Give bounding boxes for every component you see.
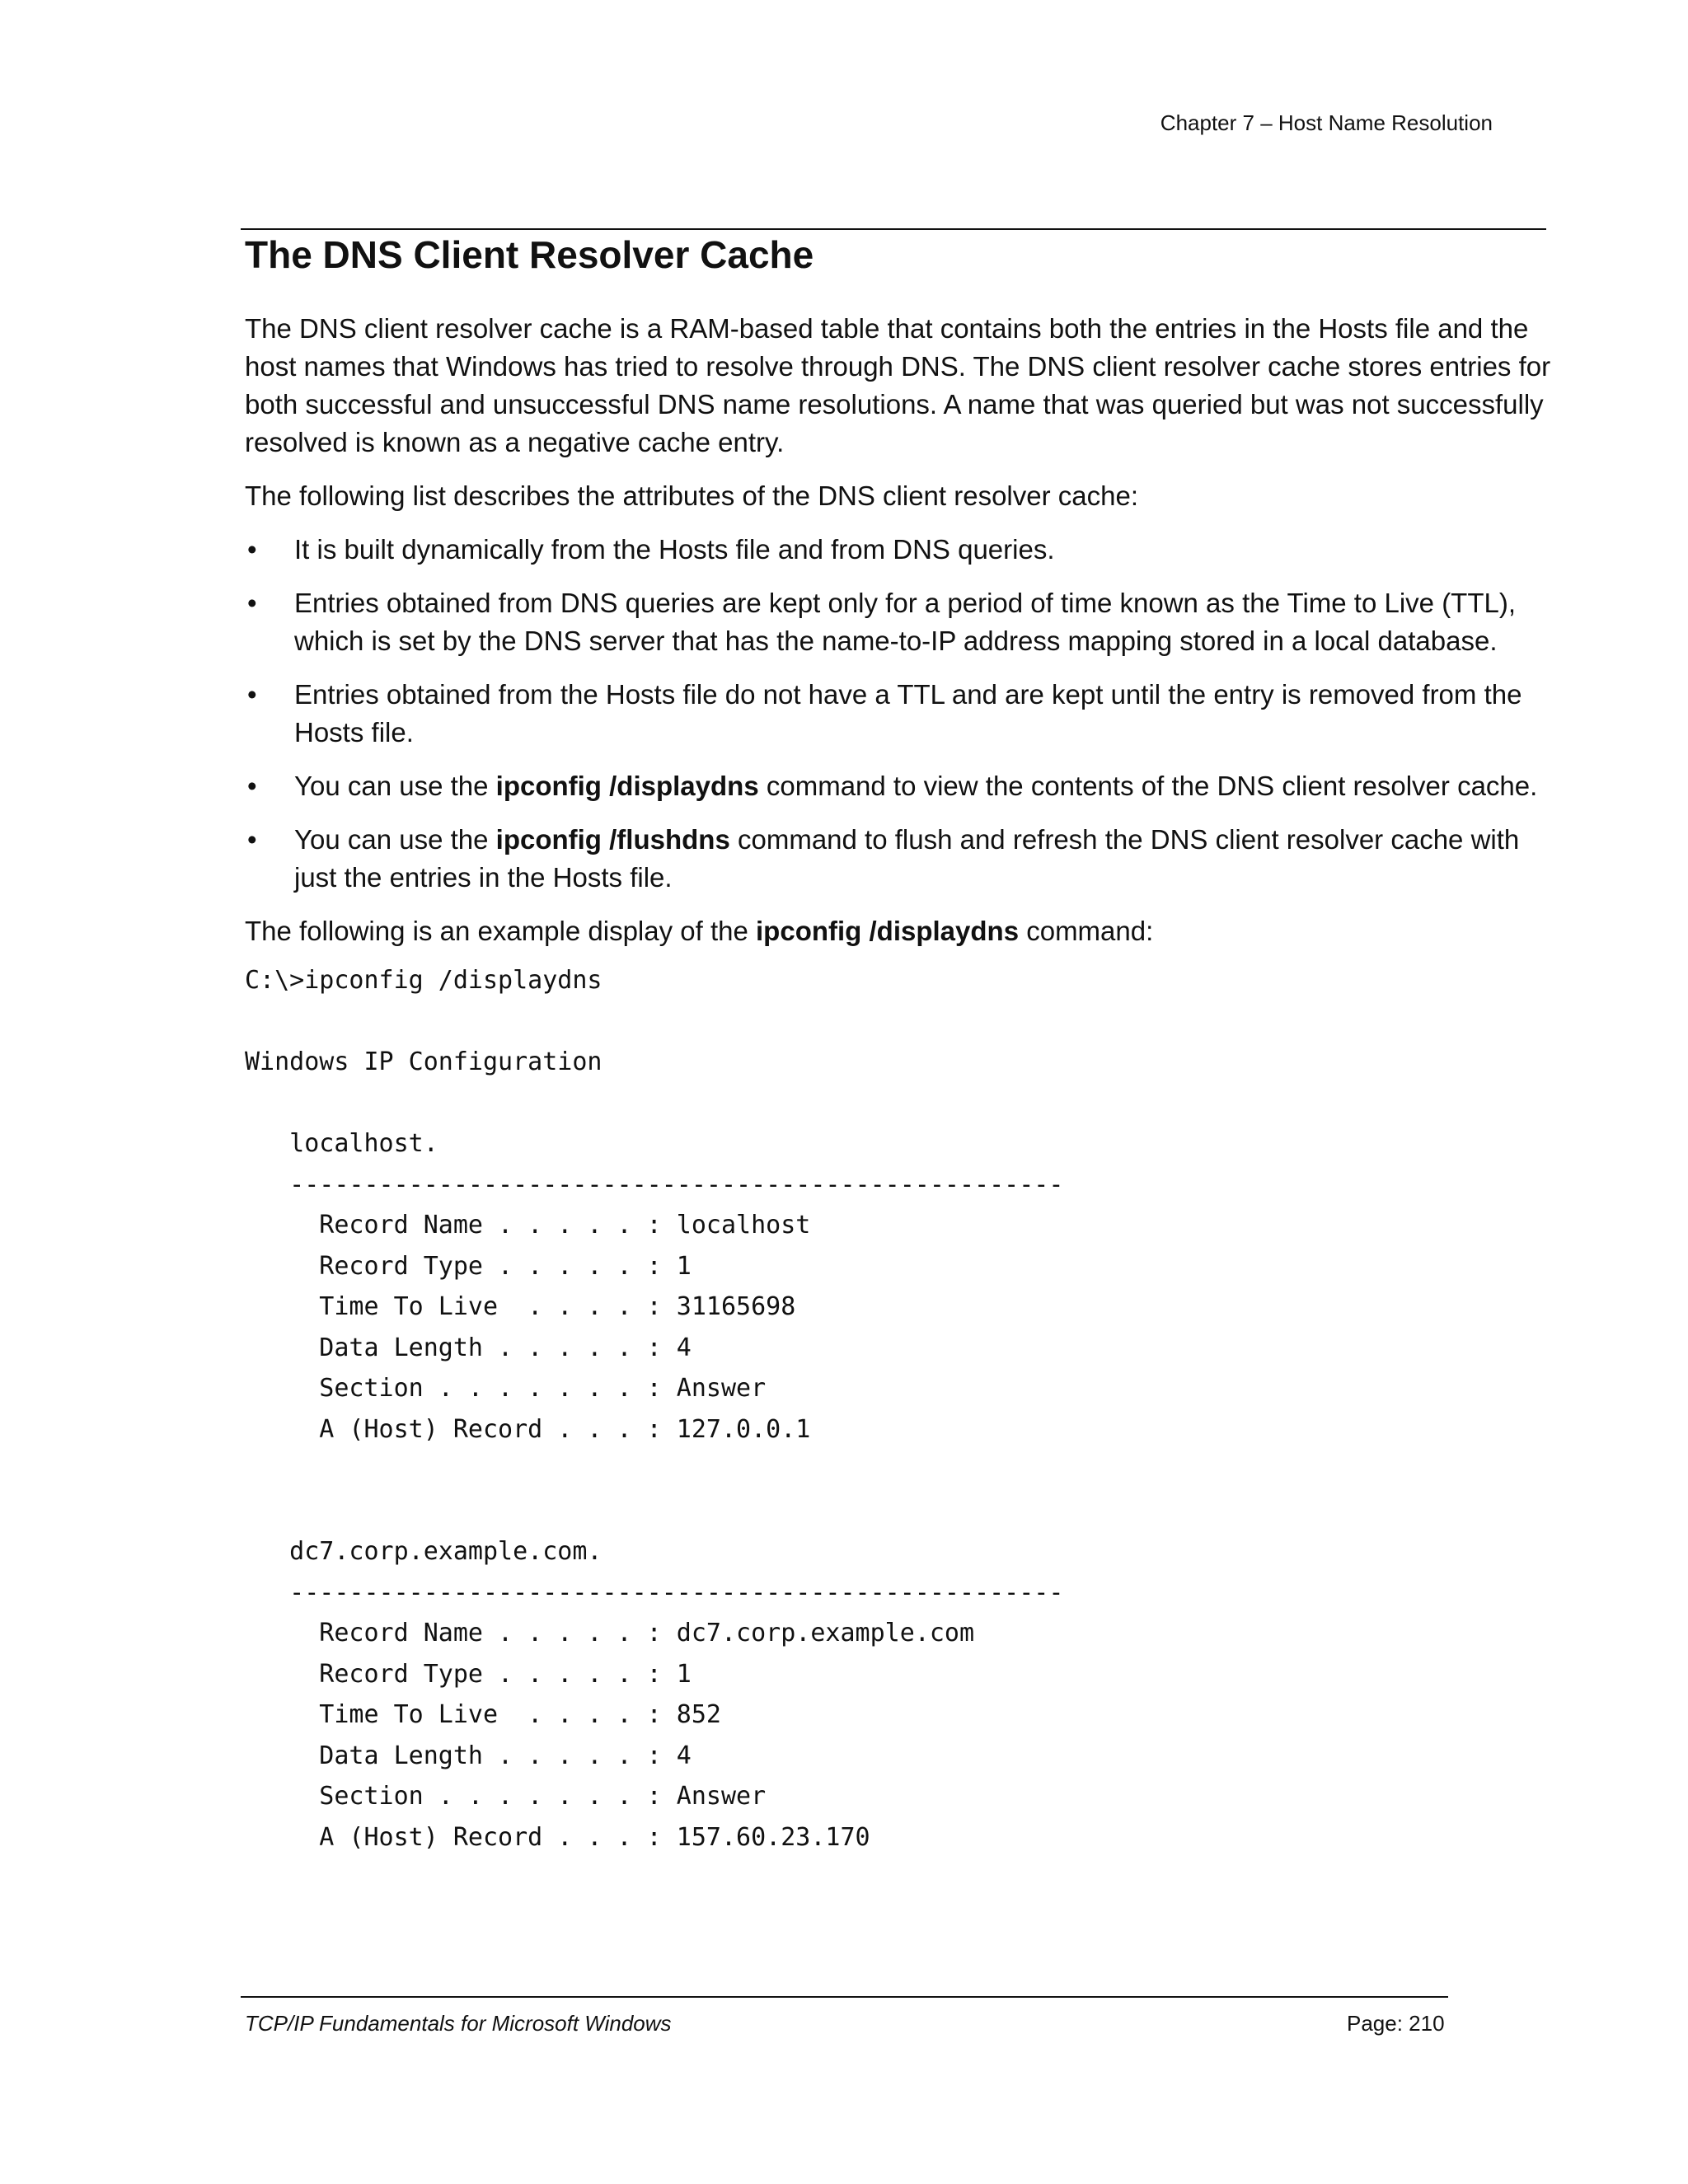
list-item xyxy=(245,531,1555,569)
text-run: You can use the xyxy=(294,824,496,855)
code-block: C:\>ipconfig /displaydns Windows IP Configuration localhost. ---------------------------------------------------- Record Name . . . . . : localhost Record Type . . . . . : 1 Time To Live . . . . : 31165698 Data Length . . . . . : 4 Section . . . . . . . : Answer A (Host) Record . . . : 127.0.0.1 dc7.corp.example.com. ---------------------------------------------------- Record Name . . . . . : dc7.corp.example.com Record Type . . . . . : 1 Time To Live . . . . : 852 Data Length . . . . . : 4 Section . . . . . . . : Answer A (Host) Record . . . : 157.60.23.170 xyxy=(245,966,1064,1852)
section-title: The DNS Client Resolver Cache xyxy=(245,233,814,276)
bullet-icon: • xyxy=(247,824,257,855)
list-item xyxy=(245,584,1555,660)
footer-book-title: TCP/IP Fundamentals for Microsoft Windows xyxy=(245,2011,672,2036)
footer-page-number: Page: 210 xyxy=(1347,2011,1445,2036)
running-header: Chapter 7 – Host Name Resolution xyxy=(1160,110,1493,135)
bullet-icon: • xyxy=(247,679,257,710)
text-run: The following is an example display of the xyxy=(245,916,757,946)
list-item xyxy=(245,676,1555,752)
top-rule xyxy=(241,228,1546,230)
list-item-text xyxy=(294,771,1537,801)
text-run: You can use the xyxy=(294,771,496,801)
command-name: ipconfig /displaydns xyxy=(495,771,759,801)
list-item-text: It is built dynamically from the Hosts file and from DNS queries. xyxy=(294,534,1055,565)
example-intro-paragraph xyxy=(245,912,1555,950)
bullet-icon: • xyxy=(247,534,257,565)
list-item-text xyxy=(294,824,1519,893)
list-item xyxy=(245,767,1555,805)
list-item-text: Entries obtained from DNS queries are kept only for a period of time known as the Time to Live (TTL), which is set by the DNS server that has the name-to-IP address mapping stored in a local database. xyxy=(294,588,1517,656)
list-intro-paragraph: The following list describes the attributes of the DNS client resolver cache: xyxy=(245,480,1139,511)
body-content xyxy=(245,310,1555,966)
intro-paragraph: The DNS client resolver cache is a RAM-based table that contains both the entries in the Hosts file and the host names that Windows has tried to resolve through DNS. The DNS client resolver cache stores entries for both successful and unsuccessful DNS name resolutions. A name that was queried but was not successfully resolved is known as a negative cache entry. xyxy=(245,313,1551,457)
bullet-icon: • xyxy=(247,771,257,801)
attribute-list xyxy=(245,531,1555,897)
text-run: command to flush and refresh the DNS client resolver cache with just the entries in the Hosts file. xyxy=(294,824,1520,893)
bottom-rule xyxy=(241,1996,1448,1998)
list-item-text: Entries obtained from the Hosts file do not have a TTL and are kept until the entry is removed from the Hosts file. xyxy=(294,679,1522,748)
bullet-icon: • xyxy=(247,588,257,618)
list-item xyxy=(245,821,1555,897)
command-name: ipconfig /flushdns xyxy=(495,824,730,855)
text-run: command: xyxy=(1019,916,1154,946)
command-name: ipconfig /displaydns xyxy=(756,916,1020,946)
text-run: command to view the contents of the DNS client resolver cache. xyxy=(758,771,1538,801)
